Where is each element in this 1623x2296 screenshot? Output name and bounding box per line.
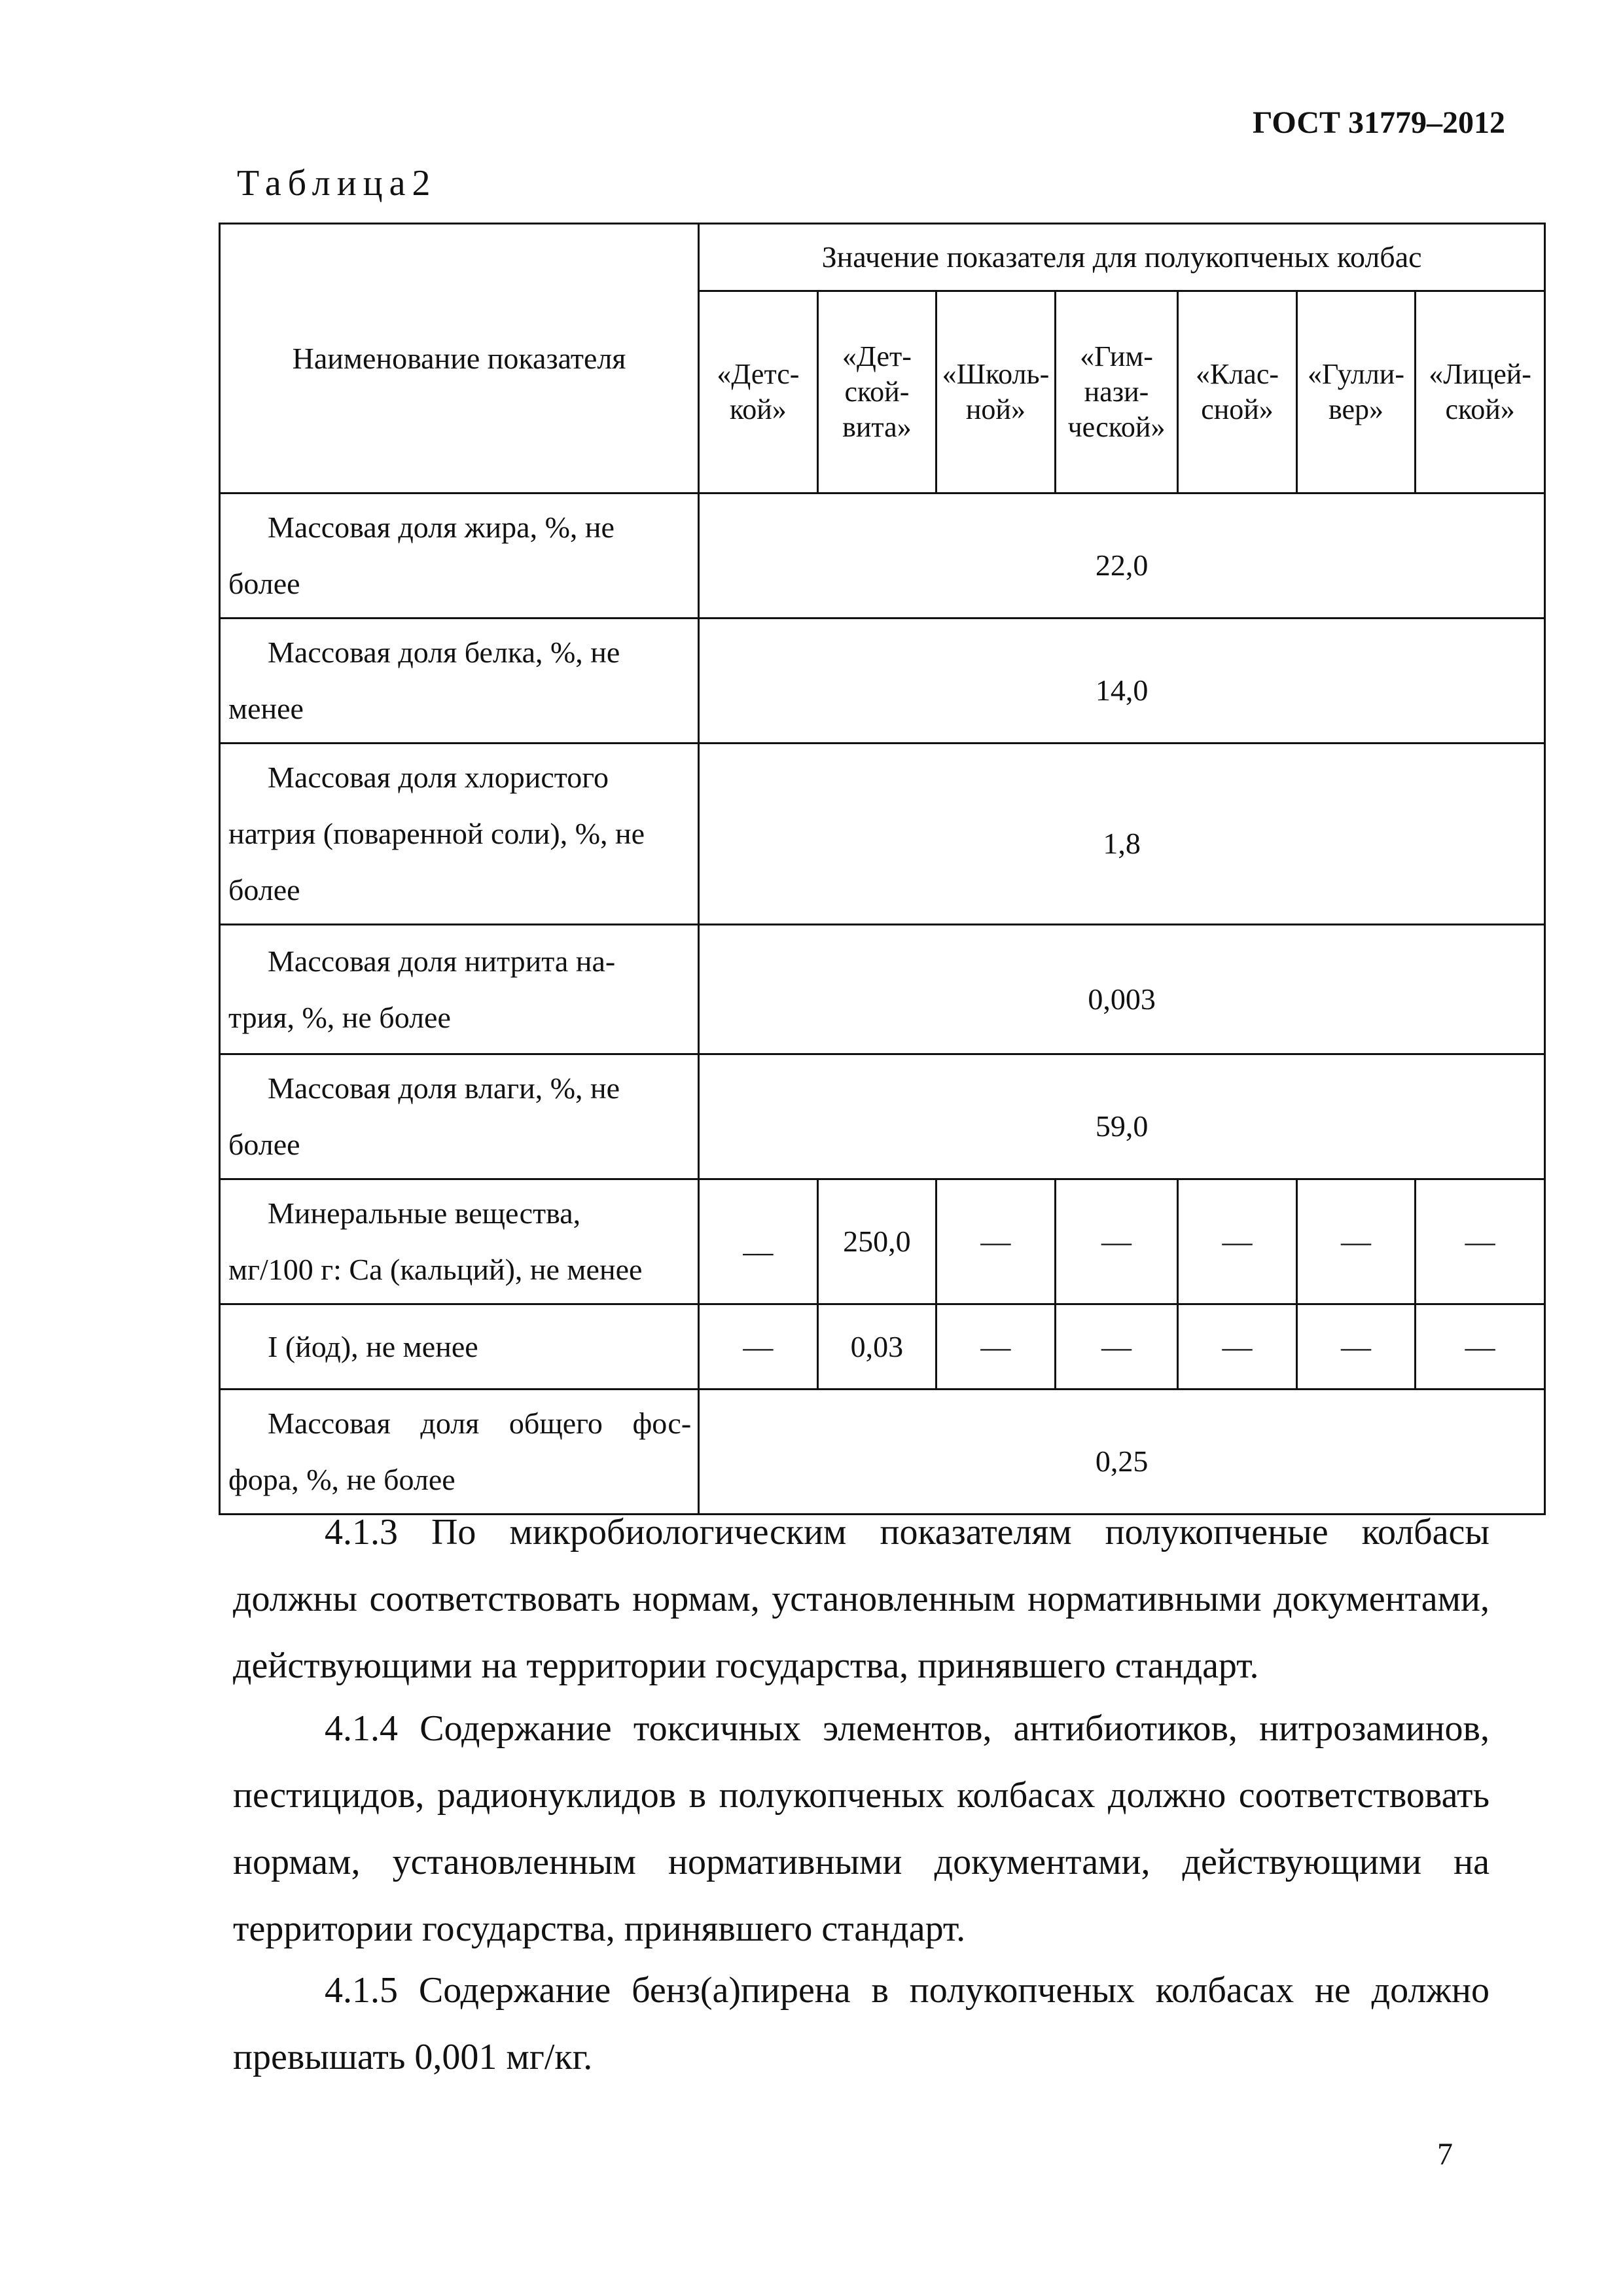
variant-header-line: «Детс- (717, 358, 800, 390)
variant-header-line: сной» (1201, 393, 1274, 425)
variant-value: — (1178, 1179, 1297, 1304)
body-paragraph (233, 1695, 1489, 1962)
indicator-name-line: более (228, 567, 300, 600)
table-row (220, 619, 1545, 744)
variant-header-line: вита» (842, 411, 912, 443)
table-row (220, 1390, 1545, 1515)
variant-header-line: «Клас- (1196, 358, 1279, 390)
table-row (220, 493, 1545, 619)
indicator-value-text: 0,003 (1088, 982, 1156, 1016)
variant-header (1178, 291, 1297, 493)
variant-value: — (1416, 1304, 1545, 1390)
indicator-name (220, 925, 699, 1054)
variant-value: 250,0 (817, 1179, 936, 1304)
variant-header-line: «Гулли- (1308, 358, 1404, 390)
indicator-name-line: фора, %, не более (228, 1463, 455, 1496)
table-row (220, 1179, 1545, 1304)
indicator-name-line: мг/100 г: Ca (кальций), не менее (228, 1253, 643, 1286)
variant-header (699, 291, 818, 493)
indicator-value-text: 14,0 (1095, 673, 1149, 707)
indicator-name-line: натрия (поваренной соли), %, не (228, 817, 645, 850)
indicator-name-line: Массовая доля влаги, %, не (268, 1071, 620, 1105)
indicator-value-text: 1,8 (1103, 827, 1141, 860)
indicator-name (220, 1304, 699, 1390)
indicator-name-line: Массовая доля хлористого (268, 761, 609, 794)
variant-header (1055, 291, 1178, 493)
document-id: ГОСТ 31779–2012 (1253, 105, 1505, 140)
indicator-name-line: менее (228, 692, 304, 725)
indicator-name-line: Минеральные вещества, (268, 1196, 581, 1230)
variant-header-line: вер» (1329, 393, 1384, 425)
indicator-name-line: I (йод), не менее (268, 1329, 478, 1363)
indicator-name-line: Массовая доля нитрита на- (268, 944, 616, 978)
indicator-name (220, 619, 699, 744)
variant-value: 0,03 (817, 1304, 936, 1390)
indicator-value-text: 22,0 (1095, 548, 1149, 582)
body-paragraph (233, 1499, 1489, 1699)
variant-value: — (1296, 1304, 1416, 1390)
variant-header-line: «Гим- (1080, 340, 1153, 372)
variant-header-line: ской» (1445, 393, 1515, 425)
variant-header (936, 291, 1056, 493)
indicator-value-text: 59,0 (1095, 1109, 1149, 1143)
variant-header (1296, 291, 1416, 493)
variant-header-line: «Дет- (842, 340, 912, 372)
indicator-name (220, 1054, 699, 1179)
indicator-value-text: 0,25 (1095, 1444, 1149, 1478)
variant-header-line: «Лицей- (1429, 358, 1531, 390)
indicator-name (220, 744, 699, 925)
indicator-name-line: Массовая доля жира, %, не (268, 511, 615, 544)
table-row (220, 744, 1545, 925)
table-row (220, 925, 1545, 1054)
indicator-name-line: Массовая доля общего фос- (268, 1407, 692, 1440)
variant-value: — (936, 1179, 1056, 1304)
variant-value: __ (699, 1179, 818, 1304)
indicator-name-line: Массовая доля белка, %, не (268, 636, 620, 669)
variant-value: — (1296, 1179, 1416, 1304)
paragraph-text: 4.1.4 Содержание токсичных элементов, антибиотиков, нитрозаминов, пестицидов, радионуклидов в полукопченых колбасах должно соответствовать нормам, установленным нормативными документами, действующими на территории государства, принявшего стандарт. (233, 1708, 1489, 1949)
variant-header (1416, 291, 1545, 493)
variant-value: — (1416, 1179, 1545, 1304)
variant-value: — (1055, 1179, 1178, 1304)
indicator-value (699, 744, 1545, 925)
indicator-name-line: более (228, 1128, 300, 1161)
variant-header-line: ной» (965, 393, 1026, 425)
variant-value: — (1055, 1304, 1178, 1390)
indicator-value (699, 1054, 1545, 1179)
indicator-name (220, 493, 699, 619)
indicator-value (699, 493, 1545, 619)
indicator-value (699, 619, 1545, 744)
variant-header-line: нази- (1084, 376, 1149, 408)
variant-value: — (936, 1304, 1056, 1390)
indicator-name-line: трия, %, не более (228, 1000, 451, 1034)
variant-header-line: ческой» (1067, 411, 1166, 443)
column-header-name: Наименование показателя (220, 224, 699, 493)
variant-header-line: ской- (844, 376, 910, 408)
indicator-name (220, 1179, 699, 1304)
indicator-name (220, 1390, 699, 1515)
indicator-value (699, 925, 1545, 1054)
indicator-value (699, 1390, 1545, 1515)
variant-header-line: «Школь- (942, 358, 1050, 390)
body-paragraph (233, 1957, 1489, 2090)
indicator-name-line: более (228, 873, 300, 906)
column-group-header: Значение показателя для полукопченых колбас (699, 224, 1545, 291)
variant-value: — (1178, 1304, 1297, 1390)
paragraph-text: 4.1.5 Содержание бенз(а)пирена в полукопченых колбасах не должно превышать 0,001 мг/кг. (233, 1970, 1489, 2077)
table-row (220, 1304, 1545, 1390)
page-number: 7 (1437, 2137, 1453, 2172)
variant-header (817, 291, 936, 493)
table-caption: Таблица2 (237, 163, 437, 204)
variant-header-line: кой» (730, 393, 787, 425)
variant-value: — (699, 1304, 818, 1390)
paragraph-text: 4.1.3 По микробиологическим показателям полукопченые колбасы должны соответствовать нормам, установленным нормативными документами, действующими на территории государства, принявшего стандарт. (233, 1512, 1489, 1686)
table-row (220, 1054, 1545, 1179)
indicator-table (219, 223, 1546, 1515)
